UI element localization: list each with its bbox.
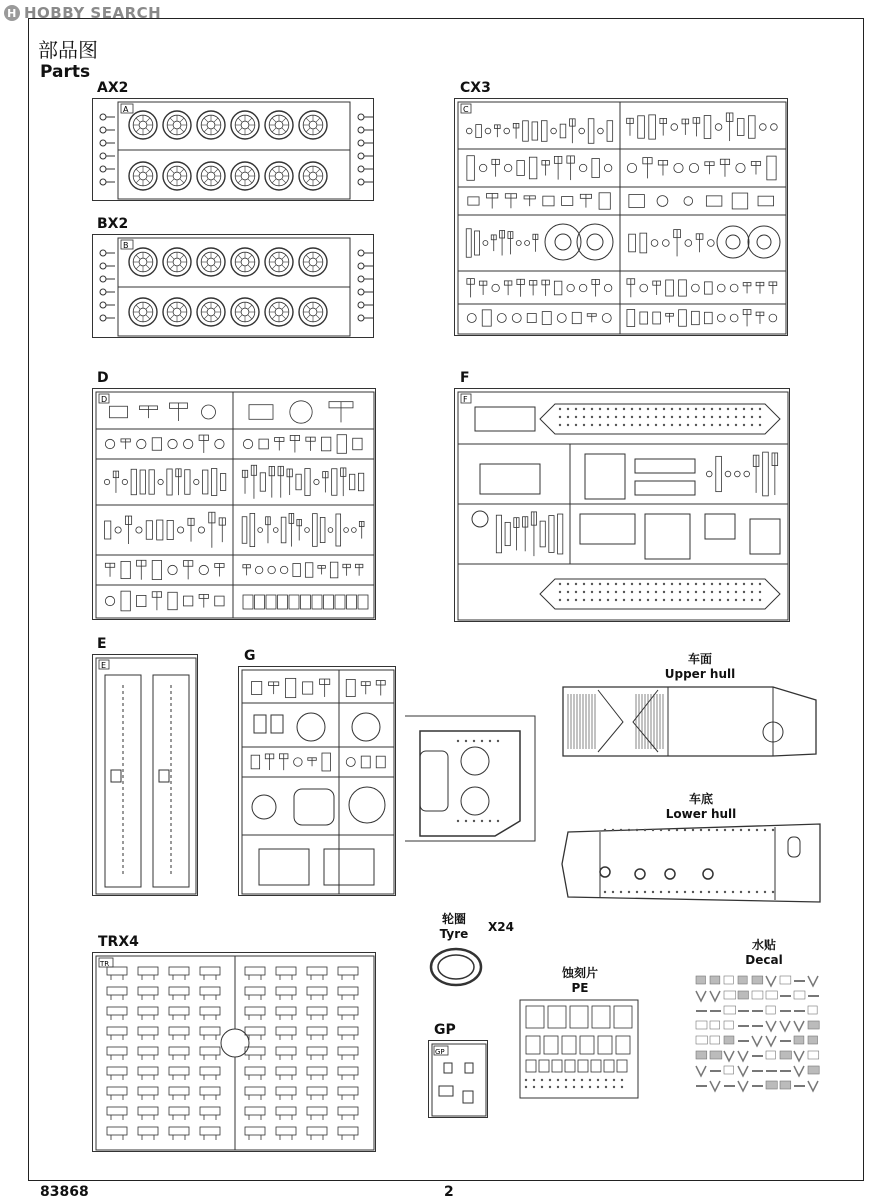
sprue-d-drawing xyxy=(93,389,376,620)
sprue-g-frame-piece xyxy=(400,706,540,846)
sprue-e xyxy=(92,654,198,896)
sprue-ax-tag: A xyxy=(123,105,129,114)
sprue-d-tag: D xyxy=(101,395,108,404)
sprue-e-label: E xyxy=(97,636,107,652)
sprue-bx-label: BX2 xyxy=(97,216,129,232)
decal-sheet-drawing xyxy=(692,972,824,1100)
sprue-ax xyxy=(92,98,374,201)
sprue-f-tag: F xyxy=(463,395,468,404)
product-number: 83868 xyxy=(40,1184,89,1200)
decal-label xyxy=(734,938,794,968)
sprue-trx-drawing xyxy=(93,953,376,1152)
tyre-quantity: X24 xyxy=(488,920,514,934)
tyre-label-en: Tyre xyxy=(439,927,469,941)
sprue-g-drawing xyxy=(239,667,396,896)
page-number: 2 xyxy=(444,1184,454,1200)
upper-hull-label-en: Upper hull xyxy=(664,667,736,681)
sprue-ax-drawing xyxy=(93,99,374,201)
lower-hull-part xyxy=(560,822,828,904)
sprue-f xyxy=(454,388,790,622)
pe-fret-drawing xyxy=(518,998,640,1100)
sprue-d xyxy=(92,388,376,620)
sprue-cx xyxy=(454,98,788,336)
decal-label-cn: 水贴 xyxy=(751,938,776,952)
pe-label xyxy=(548,966,612,996)
sprue-bx xyxy=(92,234,374,338)
decal-sheet xyxy=(692,972,824,1100)
sprue-gp-tag: GP xyxy=(435,1048,445,1056)
lower-hull-drawing xyxy=(560,822,828,904)
sprue-gp xyxy=(428,1040,488,1118)
sprue-ax-label: AX2 xyxy=(97,80,129,96)
sprue-bx-tag: B xyxy=(123,241,129,250)
hobby-search-logo-icon: H xyxy=(4,5,20,21)
sprue-e-tag: E xyxy=(101,661,107,670)
sprue-f-drawing xyxy=(455,389,790,622)
upper-hull-part xyxy=(558,682,820,760)
lower-hull-label-en: Lower hull xyxy=(665,807,737,821)
sprue-e-drawing xyxy=(93,655,198,896)
lower-hull-label-cn: 车底 xyxy=(688,792,713,806)
sprue-f-label: F xyxy=(460,370,470,386)
upper-hull-label-cn: 车面 xyxy=(687,652,712,666)
upper-hull-label xyxy=(660,652,740,682)
sprue-g-frame-drawing xyxy=(400,706,540,846)
sprue-gp-label: GP xyxy=(434,1022,456,1038)
tyre-label xyxy=(424,912,484,942)
sprue-g-label: G xyxy=(244,648,256,664)
page-title-en: Parts xyxy=(40,62,91,82)
sprue-gp-drawing xyxy=(429,1041,488,1118)
lower-hull-label xyxy=(656,792,746,822)
sprue-cx-drawing xyxy=(455,99,788,336)
pe-label-cn: 蚀刻片 xyxy=(561,966,598,980)
sprue-trx-label: TRX4 xyxy=(98,934,139,950)
pe-fret xyxy=(518,998,640,1100)
upper-hull-drawing xyxy=(558,682,820,760)
tyre-drawing xyxy=(426,942,486,992)
watermark-text: HOBBY SEARCH xyxy=(24,4,162,22)
sprue-g xyxy=(238,666,396,896)
decal-label-en: Decal xyxy=(745,953,783,967)
tyre-part xyxy=(426,942,486,992)
sprue-trx xyxy=(92,952,376,1152)
sprue-d-label: D xyxy=(97,370,109,386)
page-title-cn: 部品图 xyxy=(38,38,98,62)
sprue-trx-tag: TR xyxy=(100,960,110,968)
sprue-cx-label: CX3 xyxy=(460,80,491,96)
pe-label-en: PE xyxy=(571,981,589,995)
tyre-label-cn: 轮圈 xyxy=(441,912,466,926)
sprue-cx-tag: C xyxy=(463,105,469,114)
sprue-bx-drawing xyxy=(93,235,374,338)
